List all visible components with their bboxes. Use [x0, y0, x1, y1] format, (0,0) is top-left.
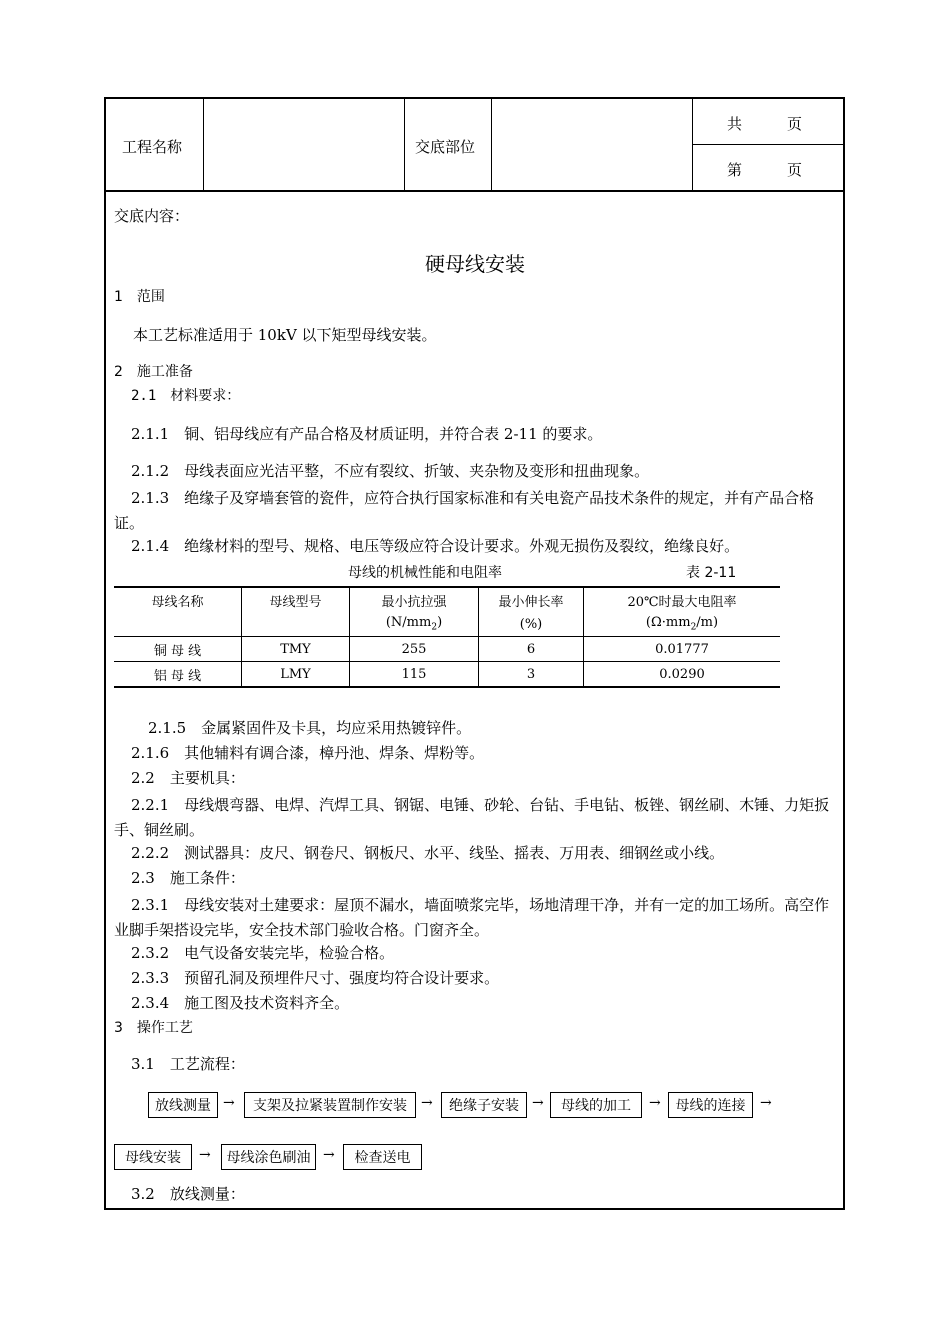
section-2-3-3: 2.3.3 预留孔洞及预埋件尺寸、强度均符合设计要求。 [131, 969, 500, 987]
table-row [114, 637, 780, 662]
flow-step-6: 母线安装 [114, 1144, 192, 1170]
section-2-3-2: 2.3.2 电气设备安装完毕，检验合格。 [131, 944, 395, 962]
section-2-3-4: 2.3.4 施工图及技术资料齐全。 [131, 994, 350, 1012]
flow-arrow: → [760, 1095, 772, 1111]
table-header-cell: 最小抗拉强 [350, 587, 479, 612]
flow-step-1: 放线测量 [148, 1092, 218, 1118]
table-unit-cell: (%) [479, 612, 584, 637]
document-title: 硬母线安装 [425, 252, 525, 276]
table-cell: 255 [350, 637, 479, 662]
flow-arrow: → [421, 1095, 433, 1111]
section-3-2: 3.2 放线测量： [131, 1185, 245, 1203]
flow-step-8: 检查送电 [343, 1144, 422, 1170]
section-2-2: 2.2 主要机具： [131, 769, 245, 787]
table-header-cell: 最小伸长率 [479, 587, 584, 612]
table-unit-cell [114, 612, 242, 637]
section-1-heading: 1 范围 [114, 289, 165, 305]
flow-arrow: → [649, 1095, 661, 1111]
flow-step-4: 母线的加工 [550, 1092, 642, 1118]
flow-arrow: → [223, 1095, 235, 1111]
table-cell: 0.0290 [584, 662, 781, 688]
table-unit-row [114, 612, 780, 637]
handover-part-label: 交底部位 [415, 138, 476, 156]
project-name-label: 工程名称 [122, 138, 183, 156]
flow-arrow: → [199, 1147, 211, 1163]
table-caption: 母线的机械性能和电阻率 [348, 565, 502, 581]
flow-step-5: 母线的连接 [668, 1092, 753, 1118]
flow-arrow: → [532, 1095, 544, 1111]
flow-step-2: 支架及拉紧装置制作安装 [244, 1092, 416, 1118]
table-cell: 铜 母 线 [114, 637, 242, 662]
section-2-1-3: 2.1.3 绝缘子及穿墙套管的瓷件，应符合执行国家标准和有关电瓷产品技术条件的规定，并有产品合格证。 [114, 489, 815, 532]
content-label: 交底内容： [114, 207, 190, 225]
section-2-1: 2.1 材料要求： [131, 388, 241, 404]
table-row [114, 662, 780, 688]
table-cell: 3 [479, 662, 584, 688]
total-pages-label: 共 页 [727, 115, 803, 133]
table-cell: 6 [479, 637, 584, 662]
section-2-1-2: 2.1.2 母线表面应光洁平整，不应有裂纹、折皱、夹杂物及变形和扭曲现象。 [131, 462, 650, 480]
section-1-text: 本工艺标准适用于 10kV 以下矩型母线安装。 [133, 326, 437, 344]
section-2-1-5: 2.1.5 金属紧固件及卡具，均应采用热镀锌件。 [148, 719, 472, 737]
table-unit-cell: $(N/mm_2)$ [350, 612, 479, 637]
table-cell: LMY [242, 662, 350, 688]
section-2-2-2: 2.2.2 测试器具：皮尺、钢卷尺、钢板尺、水平、线坠、摇表、万用表、细钢丝或小线。 [131, 844, 725, 862]
section-2-1-4: 2.1.4 绝缘材料的型号、规格、电压等级应符合设计要求。外观无损伤及裂纹，绝缘良好。 [131, 537, 740, 555]
section-2-2-1: 2.2.1 母线煨弯器、电焊、汽焊工具、钢锯、电锤、砂轮、台钻、手电钻、板锉、钢丝刷、木锤、力矩扳手、铜丝刷。 [114, 796, 830, 839]
flow-step-7: 母线涂色刷油 [221, 1144, 316, 1170]
table-unit-cell [242, 612, 350, 637]
table-header-cell: 母线型号 [242, 587, 350, 612]
section-2-3-1: 2.3.1 母线安装对土建要求：屋顶不漏水，墙面喷浆完毕，场地清理干净，并有一定的加工场所。高空作业脚手架搭设完毕，安全技术部门验收合格。门窗齐全。 [114, 896, 830, 939]
table-header-cell: 20℃时最大电阻率 [584, 587, 781, 612]
section-3-heading: 3 操作工艺 [114, 1020, 193, 1036]
table-cell: 0.01777 [584, 637, 781, 662]
table-unit-cell: $(\Omega\cdot mm_2/m)$ [645, 615, 719, 633]
page-number-label: 第 页 [727, 161, 803, 179]
section-2-1-1: 2.1.1 铜、铝母线应有产品合格及材质证明，并符合表 2-11 的要求。 [131, 425, 603, 443]
table-cell: TMY [242, 637, 350, 662]
flow-arrow: → [323, 1147, 335, 1163]
section-2-heading: 2 施工准备 [114, 364, 193, 380]
section-3-1: 3.1 工艺流程： [131, 1055, 245, 1073]
table-cell: 115 [350, 662, 479, 688]
table-cell: 铝 母 线 [114, 662, 242, 688]
section-2-3: 2.3 施工条件： [131, 869, 245, 887]
flow-step-3: 绝缘子安装 [441, 1092, 527, 1118]
table-header-cell: 母线名称 [114, 587, 242, 612]
table-number: 表 2-11 [686, 565, 737, 581]
section-2-1-6: 2.1.6 其他辅料有调合漆，樟丹池、焊条、焊粉等。 [131, 744, 485, 762]
mechanical-properties-table [114, 586, 780, 688]
table-header-row [114, 587, 780, 612]
